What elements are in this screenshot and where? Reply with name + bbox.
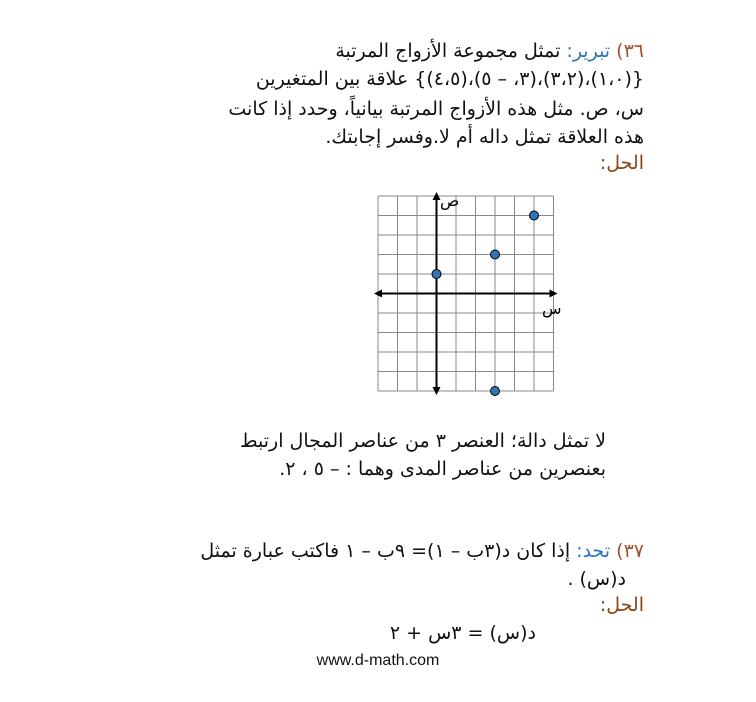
answer36-line2: بعنصرين من عناصر المدى وهما : – ٥ ، ٢. [279,458,606,480]
x-axis-label: س [542,299,562,318]
q36-text: تمثل مجموعة الأزواج المرتبة [335,40,561,62]
answer36-line1: لا تمثل دالة؛ العنصر ٣ من عناصر المجال ارتبط [240,430,606,452]
q36-line3: س، ص. مثل هذه الأزواج المرتبة بيانياً، وحدد إذا كانت [228,98,644,120]
coordinate-graph [370,188,570,408]
q37-line1 [200,538,644,564]
footer-url: www.d-math.com [316,652,440,669]
q36-line2: {(١،٠)،(٣،٢)،(٣، – ٥)،(٤،٥)} علاقة بين المتغيرين [255,68,644,90]
q37-tag: تحد: [576,540,611,562]
data-point [530,211,539,220]
q37-line2: د(س) . [567,568,626,590]
data-point [432,270,441,279]
y-axis-label: ص [440,191,460,210]
data-point [491,250,500,259]
q36-solution-label: الحل: [599,152,644,174]
axes [374,192,558,395]
q37-solution-label: الحل: [599,594,644,616]
q36-line1 [335,38,644,64]
q37-answer: د(س) = ٣س + ٢ [389,622,536,644]
q36-line4: هذه العلاقة تمثل داله أم لا.وفسر إجابتك. [325,126,644,148]
points [432,211,539,396]
data-point [491,387,500,396]
q36-tag: تبرير: [566,40,611,62]
q37-text: إذا كان د(٣ب – ١)= ٩ب – ١ فاكتب عبارة تمثل [200,540,571,562]
q36-number: ٣٦) [616,40,644,62]
q37-number: ٣٧) [616,540,644,562]
